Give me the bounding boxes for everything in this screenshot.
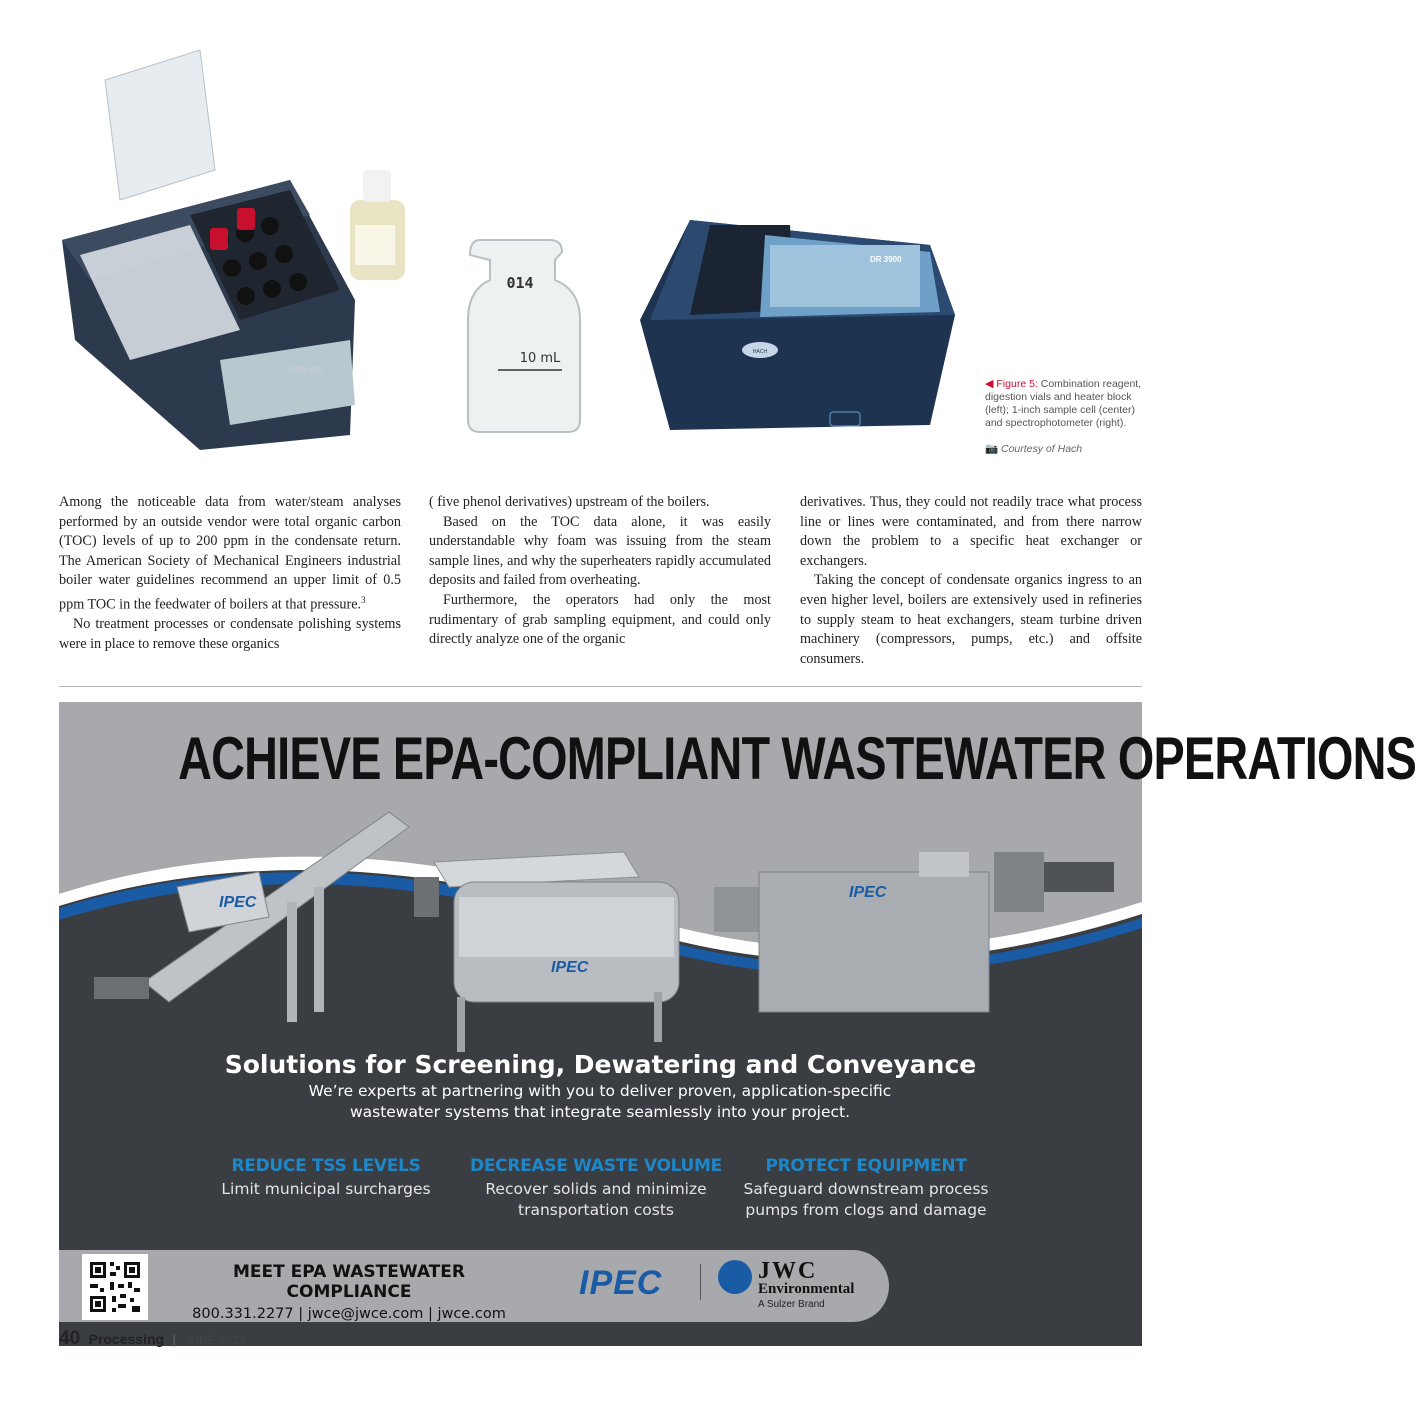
section-divider [59,686,1142,687]
reagent-bottle-image [350,170,405,280]
page-footer [59,1328,246,1350]
jwc-logo: JWC [758,1258,818,1284]
benefit-description: Safeguard downstream process pumps from clogs and damage [743,1180,989,1219]
logo-divider [700,1264,701,1300]
article-paragraph: Taking the concept of condensate organics ingress to an even higher level, boilers are extensively used in refineries to supply steam to heat exchangers, steam turbine driven machinery (compressors, pumps, etc.) and offsite consumers. [800,572,1142,667]
machine-logo: IPEC [219,894,257,911]
spectro-model-label: DR 3900 [870,255,902,264]
benefit-title: PROTECT EQUIPMENT [765,1156,967,1176]
heater-display-label: DRB 200 [290,365,323,374]
ad-cta [179,1262,519,1322]
ad-headline: ACHIEVE EPA-COMPLIANT WASTEWATER OPERATIONS [178,725,1416,792]
photo-credit-text: Courtesy of Hach [1001,443,1083,455]
benefit-title: REDUCE TSS LEVELS [231,1156,421,1176]
article-paragraph: Among the noticeable data from water/steam analyses performed by an outside vendor were total organic carbon (TOC) levels of up to 200 ppm in the condensate return. The American Society of Mechanical Engineers industrial boiler water guidelines recommend an upper limit of 0.5 ppm TOC in the feedwater of boilers at that pressure.$^3$ [59,494,401,613]
benefit-item [736,1156,996,1221]
photo-credit [985,442,1082,455]
benefit-description: Recover solids and minimize transportation costs [485,1180,707,1219]
globe-icon [718,1260,752,1294]
jwc-tagline: A Sulzer Brand [758,1299,825,1310]
ad-equipment-artwork [59,782,1142,1062]
caption-arrow-icon: ◀ [985,378,994,390]
benefit-item [466,1156,726,1221]
reference-superscript: 3 [361,594,366,605]
spectrophotometer-image [640,220,955,430]
issue-date: JUNE 2023 [184,1333,246,1347]
article-paragraph: ( five phenol derivatives) upstream of the boilers. [429,494,710,510]
article-column-3 [800,493,1142,669]
magazine-name: Processing [88,1331,165,1347]
vial-volume: 10 mL [519,351,561,366]
article-paragraph: Based on the TOC data alone, it was easily understandable why foam was issuing from the steam sample lines, and why the superheaters rapidly accumulated deposits and failed from overheating. [429,513,771,589]
cta-contact[interactable]: 800.331.2277 | jwce@jwce.com | jwce.com [192,1306,506,1322]
figure-caption [985,378,1155,430]
qr-code-icon[interactable] [82,1254,148,1320]
spectro-brand-badge: HACH [752,349,768,355]
article-paragraph: Furthermore, the operators had only the most rudimentary of grab sampling equipment, and could only directly analyze one of the organic [429,591,771,648]
article-column-2 [429,493,771,650]
page-number: 40 [59,1328,81,1349]
article-paragraph: derivatives. Thus, they could not readily trace what process line or lines were contaminated, and from there narrow down the problem to a specific heat exchanger or exchangers. [800,494,1142,569]
footer-separator: | [172,1332,176,1347]
benefit-description: Limit municipal surcharges [221,1180,431,1198]
jwc-logo-subtitle: Environmental [758,1281,855,1297]
ad-description: We’re experts at partnering with you to deliver proven, application-specific wastewater systems that integrate seamlessly into your project. [308,1082,892,1121]
article-paragraph: No treatment processes or condensate polishing systems were in place to remove these organics [59,616,401,652]
vial-number: 014 [506,274,534,292]
figure-caption-text: Combination reagent, digestion vials and heater block (left); 1-inch sample cell (center) and spectrophotometer (right). [985,378,1142,429]
ad-subheadline: Solutions for Screening, Dewatering and Conveyance [224,1050,977,1079]
figure-label: Figure 5: [996,378,1038,390]
camera-icon: 📷 [985,443,999,455]
benefit-item [196,1156,456,1200]
sample-cell-image [468,240,580,432]
cta-title: MEET EPA WASTEWATER COMPLIANCE [233,1262,465,1302]
machine-logo: IPEC [551,959,589,976]
machine-logo: IPEC [849,884,887,901]
ipec-logo: IPEC [579,1264,663,1302]
advertisement[interactable] [59,702,1416,1346]
benefit-title: DECREASE WASTE VOLUME [470,1156,722,1176]
heater-block-image [62,50,355,450]
figure-photo [50,40,970,460]
article-column-1 [59,493,401,654]
